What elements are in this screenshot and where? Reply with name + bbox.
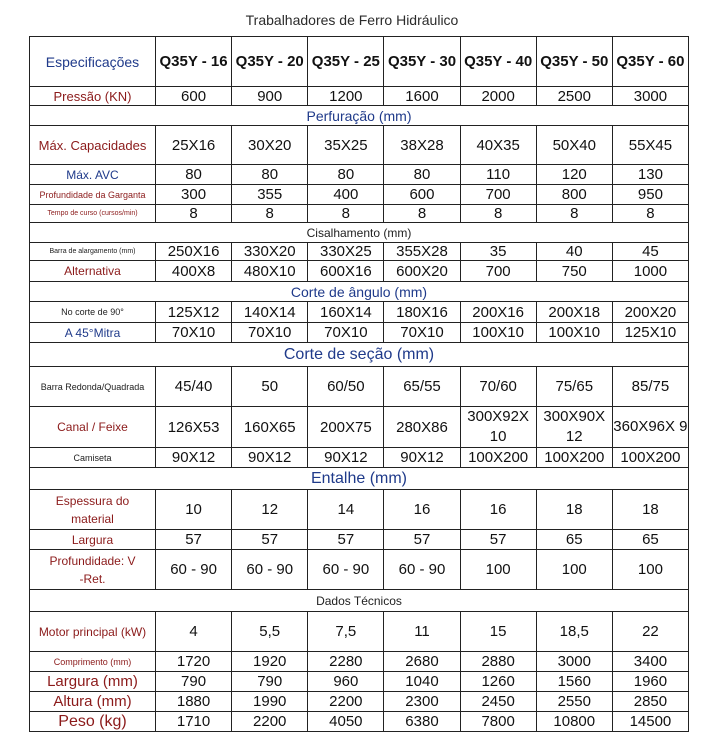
model-header: Q35Y - 30 [384, 37, 460, 87]
table-cell: 55X45 [612, 126, 688, 165]
table-cell: 22 [612, 612, 688, 652]
row-label: Canal / Feixe [30, 407, 156, 448]
table-cell: 2200 [308, 692, 384, 712]
table-cell: 600 [156, 87, 232, 106]
table-cell: 600 [384, 185, 460, 205]
table-cell: 57 [384, 530, 460, 550]
table-row [30, 302, 689, 323]
table-cell: 18 [536, 490, 612, 530]
table-cell: 14500 [612, 712, 688, 732]
table-cell: 12 [232, 490, 308, 530]
table-row [30, 165, 689, 185]
table-cell: 8 [156, 205, 232, 223]
table-cell: 1880 [156, 692, 232, 712]
model-header: Q35Y - 50 [536, 37, 612, 87]
row-label: Motor principal (kW) [30, 612, 156, 652]
table-cell: 80 [384, 165, 460, 185]
row-label: Largura [30, 530, 156, 550]
model-header: Q35Y - 25 [308, 37, 384, 87]
table-cell: 1560 [536, 672, 612, 692]
table-cell: 120 [536, 165, 612, 185]
table-cell: 200X75 [308, 407, 384, 448]
table-cell: 300X92X 10 [460, 407, 536, 448]
table-row [30, 367, 689, 407]
table-row [30, 692, 689, 712]
table-cell: 126X53 [156, 407, 232, 448]
table-cell: 75/65 [536, 367, 612, 407]
table-cell: 800 [536, 185, 612, 205]
table-cell: 6380 [384, 712, 460, 732]
table-row [30, 652, 689, 672]
section-title: Corte de ângulo (mm) [30, 282, 689, 302]
row-label: Máx. AVC [30, 165, 156, 185]
table-cell: 3400 [612, 652, 688, 672]
row-label: Máx. Capacidades [30, 126, 156, 165]
table-row [30, 612, 689, 652]
table-cell: 10800 [536, 712, 612, 732]
model-header: Q35Y - 60 [612, 37, 688, 87]
table-cell: 38X28 [384, 126, 460, 165]
table-cell: 355X28 [384, 243, 460, 261]
table-cell: 480X10 [232, 261, 308, 282]
table-row [30, 185, 689, 205]
model-header: Q35Y - 40 [460, 37, 536, 87]
header-row [30, 37, 689, 87]
table-cell: 300X90X 12 [536, 407, 612, 448]
table-cell: 200X16 [460, 302, 536, 323]
table-row [30, 448, 689, 468]
model-header: Q35Y - 20 [232, 37, 308, 87]
table-row [30, 712, 689, 732]
table-cell: 330X25 [308, 243, 384, 261]
row-label: A 45°Mitra [30, 323, 156, 343]
table-cell: 1990 [232, 692, 308, 712]
table-cell: 90X12 [384, 448, 460, 468]
table-cell: 8 [536, 205, 612, 223]
table-cell: 4050 [308, 712, 384, 732]
table-cell: 180X16 [384, 302, 460, 323]
table-cell: 400 [308, 185, 384, 205]
table-cell: 1710 [156, 712, 232, 732]
table-cell: 125X10 [612, 323, 688, 343]
table-cell: 2880 [460, 652, 536, 672]
table-cell: 8 [384, 205, 460, 223]
table-cell: 16 [384, 490, 460, 530]
table-cell: 280X86 [384, 407, 460, 448]
table-cell: 11 [384, 612, 460, 652]
table-cell: 18 [612, 490, 688, 530]
table-cell: 790 [232, 672, 308, 692]
table-cell: 100 [460, 550, 536, 590]
table-cell: 1200 [308, 87, 384, 106]
table-cell: 15 [460, 612, 536, 652]
section-title: Perfuração (mm) [30, 106, 689, 126]
table-row [30, 243, 689, 261]
table-cell: 110 [460, 165, 536, 185]
table-cell: 2850 [612, 692, 688, 712]
table-cell: 30X20 [232, 126, 308, 165]
table-cell: 57 [460, 530, 536, 550]
table-cell: 40X35 [460, 126, 536, 165]
table-cell: 960 [308, 672, 384, 692]
row-label: Barra de alargamento (mm) [30, 243, 156, 261]
table-row [30, 407, 689, 448]
section-row [30, 223, 689, 243]
row-label: Peso (kg) [30, 712, 156, 732]
table-cell: 60/50 [308, 367, 384, 407]
table-cell: 700 [460, 185, 536, 205]
table-cell: 100 [612, 550, 688, 590]
section-title: Entalhe (mm) [30, 468, 689, 490]
table-row [30, 87, 689, 106]
row-label: Espessura do material [30, 490, 156, 530]
table-cell: 60 - 90 [308, 550, 384, 590]
table-cell: 5,5 [232, 612, 308, 652]
table-cell: 100 [536, 550, 612, 590]
row-label: Tempo de curso (cursos/min) [30, 205, 156, 223]
table-cell: 2500 [536, 87, 612, 106]
table-cell: 90X12 [156, 448, 232, 468]
table-cell: 790 [156, 672, 232, 692]
table-cell: 25X16 [156, 126, 232, 165]
table-cell: 80 [308, 165, 384, 185]
table-cell: 65/55 [384, 367, 460, 407]
table-cell: 70X10 [156, 323, 232, 343]
table-cell: 250X16 [156, 243, 232, 261]
table-cell: 355 [232, 185, 308, 205]
table-cell: 60 - 90 [156, 550, 232, 590]
section-title: Corte de seção (mm) [30, 343, 689, 367]
table-cell: 70/60 [460, 367, 536, 407]
table-cell: 2550 [536, 692, 612, 712]
table-cell: 2680 [384, 652, 460, 672]
table-cell: 40 [536, 243, 612, 261]
table-cell: 400X8 [156, 261, 232, 282]
table-cell: 35X25 [308, 126, 384, 165]
table-cell: 50 [232, 367, 308, 407]
table-cell: 160X65 [232, 407, 308, 448]
table-cell: 8 [612, 205, 688, 223]
row-label: Pressão (KN) [30, 87, 156, 106]
table-row [30, 550, 689, 590]
table-cell: 45 [612, 243, 688, 261]
row-label: Barra Redonda/Quadrada [30, 367, 156, 407]
table-cell: 35 [460, 243, 536, 261]
table-cell: 1920 [232, 652, 308, 672]
table-cell: 90X12 [308, 448, 384, 468]
table-cell: 360X96X 9 [612, 407, 688, 448]
model-header: Q35Y - 16 [156, 37, 232, 87]
table-cell: 1260 [460, 672, 536, 692]
table-cell: 1720 [156, 652, 232, 672]
table-cell: 100X200 [612, 448, 688, 468]
table-cell: 50X40 [536, 126, 612, 165]
table-cell: 70X10 [232, 323, 308, 343]
table-row [30, 530, 689, 550]
table-cell: 7,5 [308, 612, 384, 652]
table-cell: 160X14 [308, 302, 384, 323]
section-row [30, 468, 689, 490]
table-cell: 700 [460, 261, 536, 282]
table-cell: 14 [308, 490, 384, 530]
table-row [30, 205, 689, 223]
section-row [30, 106, 689, 126]
table-cell: 45/40 [156, 367, 232, 407]
table-row [30, 261, 689, 282]
row-label: Camiseta [30, 448, 156, 468]
table-cell: 60 - 90 [384, 550, 460, 590]
table-cell: 90X12 [232, 448, 308, 468]
row-label: Largura (mm) [30, 672, 156, 692]
table-cell: 140X14 [232, 302, 308, 323]
row-label: No corte de 90° [30, 302, 156, 323]
table-cell: 125X12 [156, 302, 232, 323]
table-cell: 100X200 [536, 448, 612, 468]
table-cell: 100X10 [536, 323, 612, 343]
table-cell: 300 [156, 185, 232, 205]
table-cell: 7800 [460, 712, 536, 732]
table-cell: 2450 [460, 692, 536, 712]
spec-header-label: Especificações [30, 37, 156, 87]
table-cell: 100X200 [460, 448, 536, 468]
table-cell: 10 [156, 490, 232, 530]
table-cell: 200X20 [612, 302, 688, 323]
table-cell: 130 [612, 165, 688, 185]
table-cell: 65 [536, 530, 612, 550]
section-title: Dados Técnicos [30, 590, 689, 612]
table-cell: 4 [156, 612, 232, 652]
table-cell: 2200 [232, 712, 308, 732]
table-cell: 1000 [612, 261, 688, 282]
row-label: Altura (mm) [30, 692, 156, 712]
table-cell: 3000 [612, 87, 688, 106]
table-cell: 2280 [308, 652, 384, 672]
table-cell: 950 [612, 185, 688, 205]
table-cell: 750 [536, 261, 612, 282]
section-title: Cisalhamento (mm) [30, 223, 689, 243]
table-cell: 16 [460, 490, 536, 530]
table-cell: 60 - 90 [232, 550, 308, 590]
table-cell: 600X20 [384, 261, 460, 282]
table-cell: 8 [232, 205, 308, 223]
table-cell: 1960 [612, 672, 688, 692]
table-cell: 57 [232, 530, 308, 550]
table-cell: 1040 [384, 672, 460, 692]
table-cell: 18,5 [536, 612, 612, 652]
table-cell: 85/75 [612, 367, 688, 407]
table-cell: 3000 [536, 652, 612, 672]
row-label: Alternativa [30, 261, 156, 282]
row-label: Profundidade: V -Ret. [30, 550, 156, 590]
table-cell: 330X20 [232, 243, 308, 261]
section-row [30, 590, 689, 612]
table-cell: 57 [156, 530, 232, 550]
table-cell: 57 [308, 530, 384, 550]
table-cell: 2000 [460, 87, 536, 106]
table-cell: 200X18 [536, 302, 612, 323]
table-cell: 70X10 [384, 323, 460, 343]
table-cell: 2300 [384, 692, 460, 712]
table-cell: 80 [232, 165, 308, 185]
table-cell: 1600 [384, 87, 460, 106]
table-cell: 8 [308, 205, 384, 223]
row-label: Profundidade da Garganta [30, 185, 156, 205]
page-title: Trabalhadores de Ferro Hidráulico [245, 12, 459, 28]
table-row [30, 672, 689, 692]
table-cell: 900 [232, 87, 308, 106]
table-cell: 65 [612, 530, 688, 550]
table-cell: 80 [156, 165, 232, 185]
row-label: Comprimento (mm) [30, 652, 156, 672]
table-cell: 8 [460, 205, 536, 223]
section-row [30, 343, 689, 367]
table-cell: 70X10 [308, 323, 384, 343]
table-cell: 100X10 [460, 323, 536, 343]
section-row [30, 282, 689, 302]
table-row [30, 490, 689, 530]
specifications-table [29, 36, 689, 732]
table-row [30, 126, 689, 165]
table-cell: 600X16 [308, 261, 384, 282]
table-row [30, 323, 689, 343]
